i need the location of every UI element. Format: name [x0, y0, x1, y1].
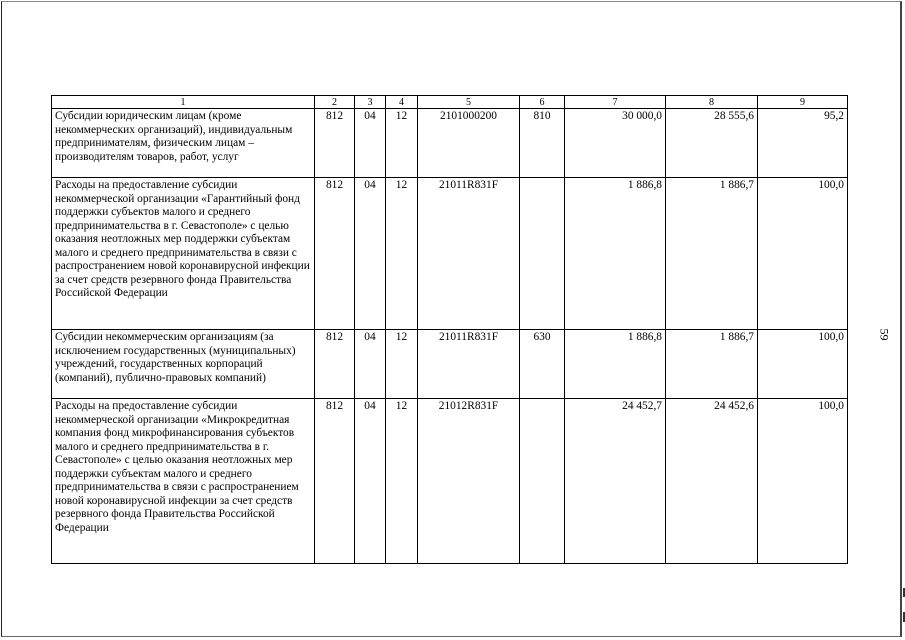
expense-name-cell: Субсидии некоммерческим организациям (за исключением государственных (муниципальных) учреждений, государственных корпораций (компаний), публично-правовых компаний): [52, 330, 315, 399]
execution-percent-cell: 100,0: [758, 399, 848, 564]
plan-amount-cell: 1 886,8: [565, 330, 666, 399]
column-header: 6: [520, 96, 565, 109]
subsection-code-cell: 12: [386, 330, 418, 399]
page-number: 59: [877, 328, 892, 341]
column-header: 3: [355, 96, 386, 109]
column-header: 4: [386, 96, 418, 109]
plan-amount-cell: 30 000,0: [565, 109, 666, 178]
subsection-code-cell: 12: [386, 109, 418, 178]
table-row: [52, 109, 848, 178]
administrator-code-cell: 812: [315, 109, 355, 178]
execution-percent-cell: 100,0: [758, 330, 848, 399]
column-header: 5: [418, 96, 520, 109]
column-number-header-row: [52, 96, 848, 109]
actual-amount-cell: 1 886,7: [666, 178, 758, 330]
actual-amount-cell: 24 452,6: [666, 399, 758, 564]
actual-amount-cell: 28 555,6: [666, 109, 758, 178]
expense-type-cell: 630: [520, 330, 565, 399]
column-header: 1: [52, 96, 315, 109]
plan-amount-cell: 24 452,7: [565, 399, 666, 564]
section-code-cell: 04: [355, 109, 386, 178]
budget-execution-table: [51, 95, 848, 564]
column-header: 9: [758, 96, 848, 109]
section-code-cell: 04: [355, 399, 386, 564]
table-row: [52, 399, 848, 564]
target-article-cell: 2101000200: [418, 109, 520, 178]
expense-name-cell: Субсидии юридическим лицам (кроме некоммерческих организаций), индивидуальным предпринимателям, физическим лицам – производителям товаров, работ, услуг: [52, 109, 315, 178]
expense-name-cell: Расходы на предоставление субсидии некоммерческой организации «Микрокредитная компания фонд микрофинансирования субъектов малого и среднего предпринимательства в г. Севастополе» с целью оказания неотложных мер поддержки субъектам малого и среднего предпринимательства в связи с распространением новой коронавирусной инфекции за счет средств резервного фонда Правительства Российской Федерации: [52, 399, 315, 564]
column-header: 7: [565, 96, 666, 109]
subsection-code-cell: 12: [386, 399, 418, 564]
expense-type-cell: [520, 399, 565, 564]
column-header: 2: [315, 96, 355, 109]
actual-amount-cell: 1 886,7: [666, 330, 758, 399]
administrator-code-cell: 812: [315, 399, 355, 564]
column-header: 8: [666, 96, 758, 109]
section-code-cell: 04: [355, 330, 386, 399]
target-article-cell: 21012R831F: [418, 399, 520, 564]
expense-type-cell: 810: [520, 109, 565, 178]
execution-percent-cell: 100,0: [758, 178, 848, 330]
plan-amount-cell: 1 886,8: [565, 178, 666, 330]
execution-percent-cell: 95,2: [758, 109, 848, 178]
administrator-code-cell: 812: [315, 330, 355, 399]
target-article-cell: 21011R831F: [418, 178, 520, 330]
table-row: [52, 330, 848, 399]
expense-type-cell: [520, 178, 565, 330]
target-article-cell: 21011R831F: [418, 330, 520, 399]
subsection-code-cell: 12: [386, 178, 418, 330]
section-code-cell: 04: [355, 178, 386, 330]
table-row: [52, 178, 848, 330]
administrator-code-cell: 812: [315, 178, 355, 330]
expense-name-cell: Расходы на предоставление субсидии некоммерческой организации «Гарантийный фонд поддержки субъектов малого и среднего предпринимательства в г. Севастополе» с целью оказания неотложных мер поддержки субъектам малого и среднего предпринимательства в связи с распространением новой коронавирусной инфекции за счет средств резервного фонда Правительства Российской Федерации: [52, 178, 315, 330]
